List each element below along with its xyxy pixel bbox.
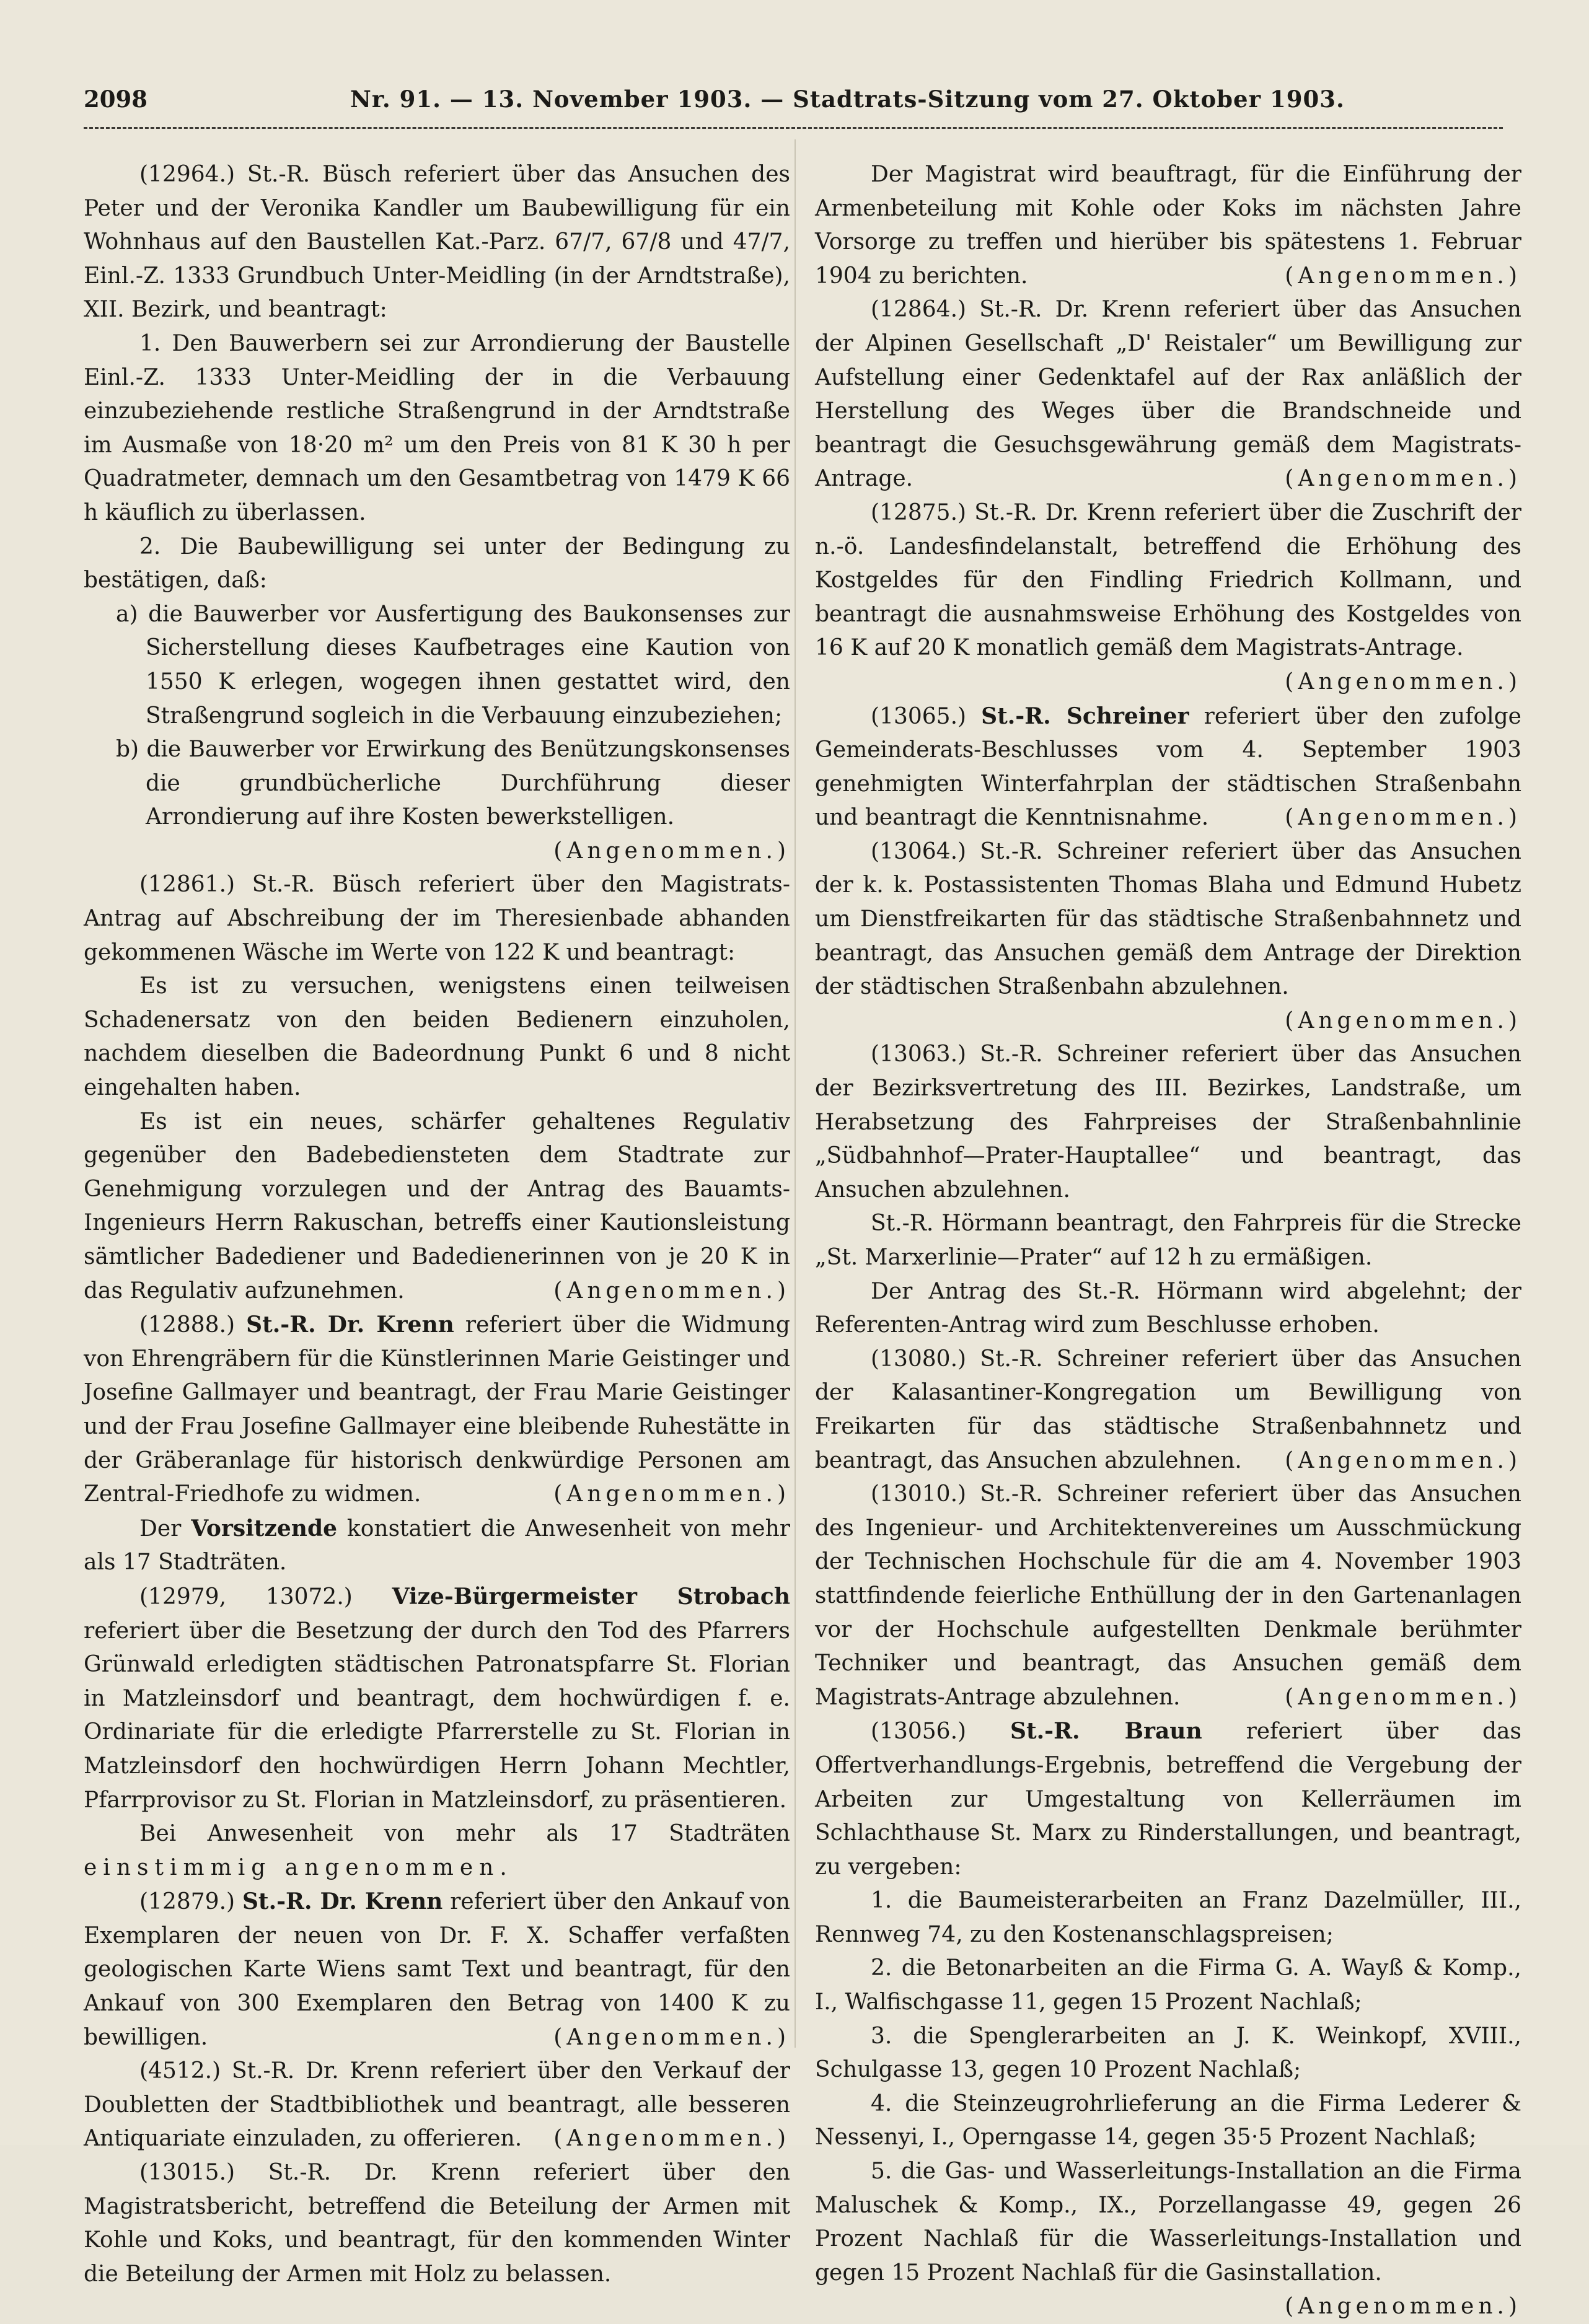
accepted-label: (Angenommen.) <box>553 838 790 864</box>
paragraph-text: referiert über den zufolge Gemeinderats-Beschlusses vom 4. September 1903 genehmigten Winterfahrplan der städtischen Straßenbahn und beantragt die Kenntnisnahme. <box>815 703 1521 831</box>
paragraph-13015: (13015.) St.-R. Dr. Krenn referiert über den Magistratsbericht, betreffend die Beteilung der Armen mit Kohle und Koks, und beantragt, für den kommenden Winter die Beteilung der Armen mit Holz zu belassen. <box>84 2160 790 2287</box>
paragraph-text: (4512.) St.-R. Dr. Krenn referiert über den Verkauf der Doubletten der Stadtbibliothek und beantragt, alle besseren Antiquariate einzuladen, zu offerieren. <box>84 2058 790 2152</box>
paragraph-4512 <box>84 2054 790 2156</box>
paragraph-12979 <box>84 1580 790 1817</box>
page-header <box>84 86 1503 119</box>
header-rule <box>84 127 1503 129</box>
paragraph-12879 <box>84 1885 790 2054</box>
paragraph-text: konstatiert die Anwesenheit von mehr als 17 Stadträten. <box>84 1515 790 1576</box>
paragraph-12964-intro: (12964.) St.-R. Büsch referiert über das Ansuchen des Peter und der Veronika Kandler um Baubewilligung für ein Wohnhaus auf den Baustellen Kat.-Parz. 67/7, 67/8 und 47/7, Einl.-Z. 1333 Grundbuch Unter-Meidling (in der Arndtstraße), XII. Bezirk, und beantragt: <box>84 162 790 323</box>
der-word: Der <box>139 1515 182 1541</box>
paragraph-13010 <box>815 1478 1521 1714</box>
page-title: Nr. 91. — 13. November 1903. — Stadtrats-Sitzung vom 27. Oktober 1903. <box>350 86 1345 113</box>
paragraph-12861-b-text: Es ist ein neues, schärfer gehaltenes Regulativ gegenüber den Badebediensteten dem Stadtrate zur Genehmigung vorzulegen und der Antrag des Bauamts-Ingenieurs Herrn Rakuschan, betreffs einer Kautionsleistung sämtlicher Badediener und Badedienerinnen von je 20 K in das Regulativ aufzunehmen. <box>84 1108 790 1304</box>
paragraph-13080 <box>815 1343 1521 1478</box>
accepted-label: (Angenommen.) <box>1285 1007 1521 1033</box>
paragraph-12964-item-2a: a) die Bauwerber vor Ausfertigung des Baukonsenses zur Sicherstellung dieses Kaufbetrages eine Kaution von 1550 K erlegen, wogegen ihnen gestattet wird, den Straßengrund sogleich in die Verbauung einzubeziehen; <box>116 601 790 729</box>
paragraph-13056 <box>815 1714 1521 1884</box>
accepted-label: (Angenommen.) <box>1285 1447 1521 1473</box>
award-item-4: 4. die Steinzeugrohrlieferung an die Firma Lederer & Nessenyi, I., Operngasse 14, gegen 35·5 Prozent Nachlaß; <box>815 2090 1521 2151</box>
paragraph-decision: Der Antrag des St.-R. Hörmann wird abgelehnt; der Referenten-Antrag wird zum Beschlusse erhoben. <box>815 1278 1521 1338</box>
speaker-name: St.-R. Dr. Krenn <box>242 1888 443 1915</box>
speaker-name: St.-R. Schreiner <box>981 703 1189 729</box>
paragraph-text: referiert über den Ankauf von Exemplaren der neuen von Dr. F. X. Schaffer verfaßten geologischen Karte Wiens samt Text und beantragt, für den Ankauf von 300 Exemplaren den Betrag von 1400 K zu bewilligen. <box>84 1889 790 2050</box>
page-number: 2098 <box>84 86 147 113</box>
item-id: (12979, 13072.) <box>139 1584 353 1610</box>
item-id: (12888.) <box>139 1312 235 1338</box>
accepted-label: (Angenommen.) <box>1285 263 1521 289</box>
right-column <box>815 158 1521 2324</box>
column-divider <box>794 139 796 2048</box>
award-item-5 <box>815 2155 1521 2320</box>
paragraph-chair <box>84 1512 790 1580</box>
award-item-3: 3. die Spenglerarbeiten an J. K. Weinkopf, XVIII., Schulgasse 13, gegen 10 Prozent Nachlaß; <box>815 2023 1521 2083</box>
speaker-name: St.-R. Dr. Krenn <box>246 1312 454 1338</box>
paragraph-text: (13010.) St.-R. Schreiner referiert über das Ansuchen des Ingenieur- und Architektenvereines um Ausschmückung der Technischen Hochschule für die am 4. November 1903 stattfindende feierliche Enthüllung der in den Gartenanlagen vor der Hochschule aufgestellten Denkmale berühmter Techniker und beantragt, das Ansuchen gemäß dem Magistrats-Antrage abzulehnen. <box>815 1481 1521 1710</box>
vote-result: einstimmig angenommen. <box>84 1854 513 1880</box>
award-item-1: 1. die Baumeisterarbeiten an Franz Dazelmüller, III., Rennweg 74, zu den Kostenanschlagspreisen; <box>815 1888 1521 1947</box>
vote-text: Bei Anwesenheit von mehr als 17 Stadträten <box>139 1821 790 1847</box>
paragraph-12888 <box>84 1308 790 1512</box>
paragraph-13063: (13063.) St.-R. Schreiner referiert über das Ansuchen der Bezirksvertretung des III. Bezirkes, Landstraße, um Herabsetzung des Fahrpreises der Straßenbahnlinie „Südbahnhof—Prater-Hauptallee“ und beantragt, das Ansuchen abzulehnen. <box>815 1041 1521 1203</box>
speaker-name: St.-R. Braun <box>1010 1718 1202 1745</box>
paragraph-12964-item-2: 2. Die Baubewilligung sei unter der Bedingung zu bestätigen, daß: <box>84 533 790 594</box>
paragraph-text: referiert über die Widmung von Ehrengräbern für die Künstlerinnen Marie Geistinger und Josefine Gallmayer und beantragt, der Frau Marie Geistinger und der Frau Josefine Gallmayer eine bleibende Ruhestätte in der Gräberanlage für historisch denkwürdige Personen am Zentral-Friedhofe zu widmen. <box>84 1312 790 1507</box>
accepted-label: (Angenommen.) <box>553 2024 790 2050</box>
accepted-label: (Angenommen.) <box>1285 669 1521 695</box>
accepted-label: (Angenommen.) <box>1285 1684 1521 1710</box>
paragraph-text: Der Magistrat wird beauftragt, für die Einführung der Armenbeteilung mit Kohle oder Koks im nächsten Jahre Vorsorge zu treffen und hierüber bis spätestens 1. Februar 1904 zu berichten. <box>815 162 1521 289</box>
paragraph-13065 <box>815 699 1521 835</box>
award-item-2: 2. die Betonarbeiten an die Firma G. A. Wayß & Komp., I., Walfischgasse 11, gegen 15 Prozent Nachlaß; <box>815 1955 1521 2015</box>
accepted-label: (Angenommen.) <box>1285 2294 1521 2320</box>
accepted-label: (Angenommen.) <box>553 1278 790 1304</box>
accepted-label: (Angenommen.) <box>553 1481 790 1507</box>
left-column <box>84 158 790 2291</box>
paragraph-text: referiert über das Offertverhandlungs-Ergebnis, betreffend die Vergebung der Arbeiten zur Umgestaltung von Kellerräumen im Schlachthause St. Marx zu Rinderstallungen, und beantragt, zu vergeben: <box>815 1719 1521 1880</box>
item-2b-text: b) die Bauwerber vor Erwirkung des Benützungskonsenses die grundbücherliche Durchführung dieser Arrondierung auf ihre Kosten bewerkstelligen. <box>116 737 790 830</box>
speaker-name: Vize-Bürgermeister Strobach <box>392 1583 790 1610</box>
paragraph-text: (12875.) St.-R. Dr. Krenn referiert über die Zuschrift der n.-ö. Landesfindelanstalt, betreffend die Erhöhung des Kostgeldes für den Findling Friedrich Kollmann, und beantragt die ausnahmsweise Erhöhung des Kostgeldes von 16 K auf 20 K monatlich gemäß dem Magistrats-Antrage. <box>815 499 1521 661</box>
accepted-label: (Angenommen.) <box>553 2126 790 2152</box>
item-id: (12879.) <box>139 1889 235 1915</box>
paragraph-vote <box>84 1817 790 1885</box>
accepted-label: (Angenommen.) <box>1285 805 1521 831</box>
award-item-5-text: 5. die Gas- und Wasserleitungs-Installation an die Firma Maluschek & Komp., IX., Porzellangasse 49, gegen 26 Prozent Nachlaß für die Wasserleitungs-Installation und gegen 15 Prozent Nachlaß für die Gasinstallation. <box>815 2159 1521 2286</box>
accepted-label: (Angenommen.) <box>1285 466 1521 492</box>
paragraph-12864 <box>815 293 1521 496</box>
paragraph-12964-item-2b <box>84 733 790 864</box>
paragraph-hoermann: St.-R. Hörmann beantragt, den Fahrpreis für die Strecke „St. Marxerlinie—Prater“ auf 12 h zu ermäßigen. <box>815 1211 1521 1270</box>
paragraph-12861-intro: (12861.) St.-R. Büsch referiert über den Magistrats-Antrag auf Abschreibung der im Theresienbade abhanden gekommenen Wäsche im Werte von 122 K und beantragt: <box>84 872 790 965</box>
paragraph-text: (13080.) St.-R. Schreiner referiert über das Ansuchen der Kalasantiner-Kongregation um Bewilligung von Freikarten für das städtische Straßenbahnnetz und beantragt, das Ansuchen abzulehnen. <box>815 1346 1521 1473</box>
paragraph-13015-cont <box>815 158 1521 293</box>
paragraph-text: referiert über die Besetzung der durch den Tod des Pfarrers Grünwald erledigten städtischen Patronatspfarre St. Florian in Matzleinsdorf und beantragt, dem hochwürdigen f. e. Ordinariate für die erledigte Pfarrerstelle zu St. Florian in Matzleinsdorf den hochwürdigen Herrn Johann Mechtler, Pfarrprovisor zu St. Florian in Matzleinsdorf, zu präsentieren. <box>84 1618 790 1813</box>
paragraph-13064 <box>815 835 1521 1033</box>
paragraph-text: (13064.) St.-R. Schreiner referiert über das Ansuchen der k. k. Postassistenten Thomas Blaha und Edmund Hubetz um Dienstfreikarten für das städtische Straßenbahnnetz und beantragt, das Ansuchen gemäß dem Antrage der Direktion der städtischen Straßenbahn abzulehnen. <box>815 838 1521 1000</box>
speaker-name: Vorsitzende <box>191 1515 338 1541</box>
item-id: (13056.) <box>871 1719 967 1745</box>
paragraph-text: (12864.) St.-R. Dr. Krenn referiert über das Ansuchen der Alpinen Gesellschaft „D' Reistaler“ um Bewilligung zur Aufstellung einer Gedenktafel auf der Rax anläßlich der Herstellung des Weges über die Brandschneide und beantragt die Gesuchsgewährung gemäß dem Magistrats-Antrage. <box>815 297 1521 492</box>
item-id: (13065.) <box>871 703 967 729</box>
paragraph-12964-item-1: 1. Den Bauwerbern sei zur Arrondierung der Baustelle Einl.-Z. 1333 Unter-Meidling der in die Verbauung einzubeziehende restliche Straßengrund in der Arndtstraße im Ausmaße von 18·20 m² um den Preis von 81 K 30 h per Quadratmeter, demnach um den Gesamtbetrag von 1479 K 66 h käuflich zu überlassen. <box>84 330 790 525</box>
paragraph-12875 <box>815 496 1521 695</box>
paragraph-12861-b <box>84 1105 790 1309</box>
paragraph-12861-a: Es ist zu versuchen, wenigstens einen teilweisen Schadenersatz von den beiden Bedienern einzuholen, nachdem dieselben die Badeordnung Punkt 6 und 8 nicht eingehalten haben. <box>84 973 790 1101</box>
